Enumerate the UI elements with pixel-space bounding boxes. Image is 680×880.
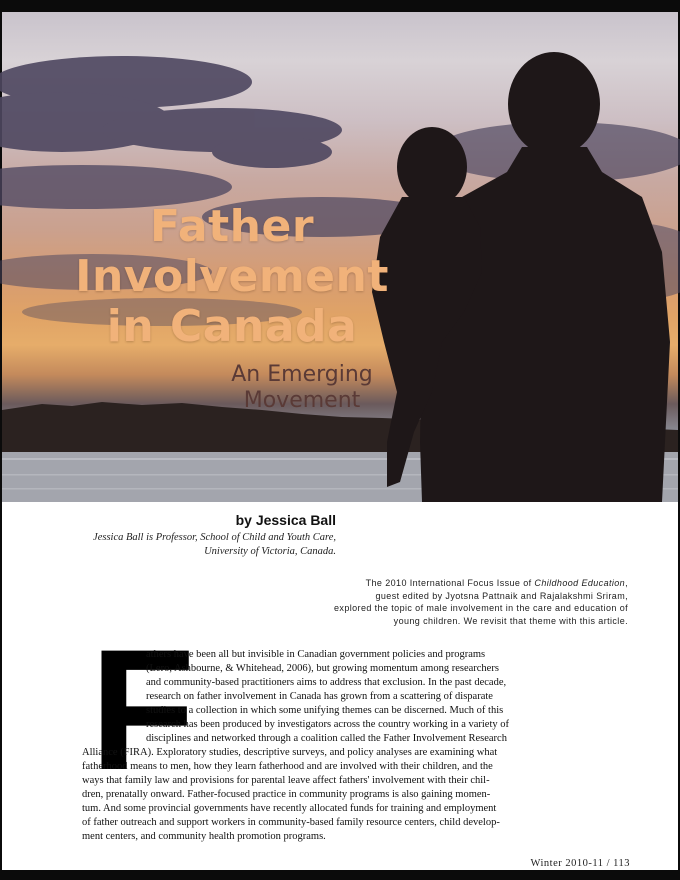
body-line: research has been produced by investigators across the country working in a variety of — [146, 719, 510, 730]
page-folio: Winter 2010-11 / 113 — [530, 858, 630, 869]
body-line: research on father involvement in Canada has grown from a scattering of disparate — [146, 691, 493, 702]
author-affiliation — [36, 531, 336, 559]
body-line: fatherhood means to men, how they learn fatherhood and are involved with their children, and the — [82, 761, 493, 772]
affiliation-line: Jessica Ball is Professor, School of Child and Youth Care, — [93, 532, 336, 543]
drop-cap: F — [90, 614, 196, 806]
title-line: Father — [149, 201, 315, 252]
subtitle-line: An Emerging — [231, 362, 373, 387]
title-line: Involvement — [75, 251, 389, 302]
body-line: athers have been all but invisible in Canadian government policies and programs — [146, 649, 486, 660]
magazine-page — [2, 12, 678, 870]
hero-photo — [2, 12, 678, 502]
body-line: of father outreach and support workers in community-based family resource centers, child develop- — [82, 817, 500, 828]
body-line: Alliance (FIRA). Exploratory studies, descriptive surveys, and policy analyses are examining what — [82, 747, 498, 758]
subtitle-line: Movement — [243, 388, 361, 413]
body-line: studies to a collection in which some unifying themes can be discerned. Much of this — [146, 705, 504, 716]
affiliation-line: University of Victoria, Canada. — [204, 546, 336, 557]
article-title — [2, 202, 462, 352]
article-subtitle — [202, 362, 402, 414]
body-line: ways that family law and provisions for parental leave affect fathers' involvement with their chil- — [82, 775, 490, 786]
author-byline: by Jessica Ball — [235, 512, 336, 528]
editor-note-line: explored the topic of male involvement in the care and education of — [334, 603, 628, 613]
body-line: (Lero, Ashbourne, & Whitehead, 2006), but growing momentum among researchers — [146, 663, 499, 674]
body-line: dren, prenatally onward. Father-focused practice in community programs is also gaining momen- — [82, 789, 491, 800]
editor-note-line: The 2010 International Focus Issue of Childhood Education, — [365, 578, 628, 588]
journal-name: Childhood Education — [534, 578, 626, 588]
editor-note-line: guest edited by Jyotsna Pattnaik and Rajalakshmi Sriram, — [375, 590, 628, 601]
editor-note — [268, 577, 628, 627]
editor-note-line: young children. We revisit that theme with this article. — [393, 615, 628, 626]
body-line: tum. And some provincial governments have recently allocated funds for training and employment — [82, 803, 497, 814]
title-line: in Canada — [106, 301, 358, 352]
body-line: ment centers, and community health promotion programs. — [82, 831, 326, 842]
body-line: disciplines and networked through a coalition called the Father Involvement Research — [146, 733, 507, 744]
body-line: and community-based practitioners aims to address that exclusion. In the past decade, — [146, 677, 507, 688]
